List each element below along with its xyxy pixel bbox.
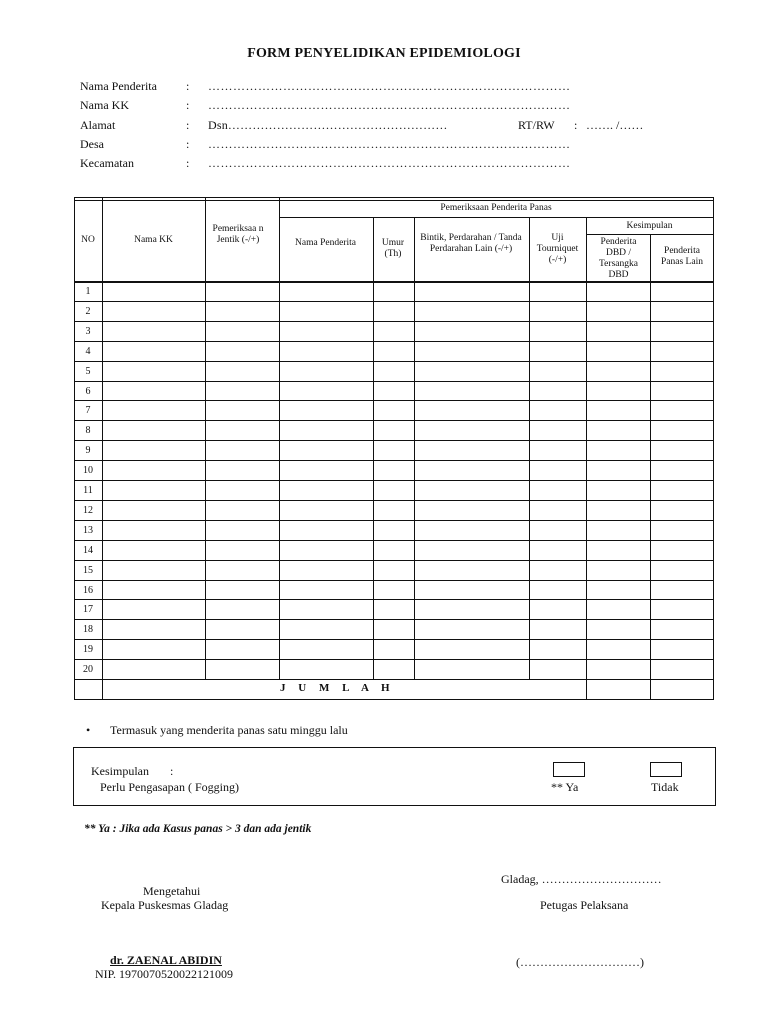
header-pemeriksaan-penderita-panas: Pemeriksaan Penderita Panas	[440, 203, 552, 213]
field-label-alamat: Alamat	[80, 118, 116, 132]
field-colon: :	[186, 156, 190, 170]
petugas-signature-line[interactable]: (…………………………)	[516, 955, 644, 969]
field-label-nama-penderita: Nama Penderita	[80, 79, 157, 93]
table-grid-line	[74, 560, 714, 561]
kepala-label: Kepala Puskesmas Gladag	[101, 898, 229, 912]
row-number: 4	[85, 345, 91, 357]
row-number: 8	[85, 425, 91, 437]
header-bintik: Bintik, Perdarahan / Tanda Perdarahan Lain (-/+)	[420, 233, 522, 254]
table-grid-line	[74, 281, 714, 283]
checkbox-tidak[interactable]	[650, 762, 682, 777]
rtrw-value[interactable]: ……. /……	[586, 118, 644, 132]
table-grid-line	[74, 540, 714, 541]
checkbox-ya[interactable]	[553, 762, 585, 777]
place-date[interactable]: Gladag, …………………………	[501, 872, 662, 886]
field-colon: :	[186, 79, 190, 93]
table-grid-line	[102, 197, 103, 700]
fogging-question: Perlu Pengasapan ( Fogging)	[100, 780, 239, 794]
table-grid-line	[74, 321, 714, 322]
rtrw-label: RT/RW	[518, 118, 555, 132]
header-no: NO	[81, 235, 95, 245]
kesimpulan-label: Kesimpulan	[91, 764, 149, 778]
table-grid-line	[74, 420, 714, 421]
table-grid-line	[74, 400, 714, 401]
header-kesimpulan: Kesimpulan	[626, 221, 673, 231]
mengetahui-label: Mengetahui	[143, 884, 201, 898]
bullet-note: Termasuk yang menderita panas satu minggu lalu	[110, 723, 348, 737]
ya-label: ** Ya	[551, 780, 579, 794]
field-value-nama-kk[interactable]: ……………………………………………………………………………	[208, 98, 571, 112]
table-grid-line	[74, 361, 714, 362]
table-grid-line	[74, 200, 714, 201]
field-label-kecamatan: Kecamatan	[80, 156, 134, 170]
row-number: 2	[85, 305, 91, 317]
row-number: 5	[85, 365, 91, 377]
row-number: 6	[85, 385, 91, 397]
row-number: 1	[85, 286, 91, 297]
header-pemeriksaan-jentik: Pemeriksaa n Jentik (-/+)	[212, 224, 264, 245]
petugas-label: Petugas Pelaksana	[540, 898, 629, 912]
field-value-nama-penderita[interactable]: ……………………………………………………………………………	[208, 79, 571, 93]
table-grid-line	[74, 520, 714, 521]
signer-nip: NIP. 197007052002212​1009	[95, 967, 234, 981]
field-label-nama-kk: Nama KK	[80, 98, 129, 112]
table-grid-line	[373, 217, 374, 679]
table-grid-line	[74, 460, 714, 461]
header-uji-tourniquet: Uji Tourniquet (-/+)	[536, 233, 579, 265]
field-colon: :	[186, 137, 190, 151]
table-grid-line	[74, 440, 714, 441]
row-number: 13	[83, 524, 93, 536]
kesimpulan-colon: :	[170, 764, 174, 778]
header-nama-penderita: Nama Penderita	[295, 238, 356, 248]
field-value-kecamatan[interactable]: ……………………………………………………………………………	[208, 156, 571, 170]
table-grid-line	[74, 580, 714, 581]
table-grid-line	[650, 679, 651, 700]
row-number: 16	[83, 584, 93, 596]
header-nama-kk: Nama KK	[134, 235, 173, 245]
table-grid-line	[74, 639, 714, 640]
signer-name: dr. ZAENAL ABIDIN	[110, 953, 222, 967]
form-title: FORM PENYELIDIKAN EPIDEMIOLOGI	[247, 46, 521, 61]
row-number: 19	[83, 644, 93, 656]
table-grid-line	[279, 197, 280, 679]
bullet-icon: •	[86, 723, 91, 737]
table-grid-line	[414, 217, 415, 679]
table-grid-line	[529, 217, 530, 679]
table-grid-line	[279, 217, 714, 218]
table-grid-line	[74, 480, 714, 481]
row-number: 10	[83, 465, 93, 477]
row-number: 18	[83, 624, 93, 636]
rtrw-colon: :	[574, 118, 578, 132]
table-grid-line	[586, 679, 587, 700]
table-grid-line	[74, 301, 714, 302]
tidak-label: Tidak	[651, 780, 679, 794]
table-grid-line	[74, 619, 714, 620]
header-penderita-dbd: Penderita DBD / Tersangka DBD	[599, 237, 638, 280]
header-penderita-panas-lain: Penderita Panas Lain	[661, 246, 703, 267]
row-number: 17	[83, 604, 93, 616]
field-value-alamat[interactable]: Dsn………………………………………………	[208, 118, 448, 132]
row-number: 20	[83, 664, 93, 676]
table-grid-line	[586, 217, 587, 679]
table-grid-line	[205, 197, 206, 679]
field-value-desa[interactable]: ……………………………………………………………………………	[208, 137, 571, 151]
table-grid-line	[650, 234, 651, 679]
row-number: 7	[85, 405, 91, 417]
row-number: 9	[85, 445, 91, 457]
field-colon: :	[186, 118, 190, 132]
table-grid-line	[74, 381, 714, 382]
table-grid-line	[74, 599, 714, 600]
footnote: ** Ya : Jika ada Kasus panas > 3 dan ada jentik	[84, 823, 312, 835]
field-colon: :	[186, 98, 190, 112]
row-number: 11	[83, 485, 93, 496]
field-label-desa: Desa	[80, 137, 104, 151]
table-grid-line	[74, 679, 714, 680]
row-number: 3	[85, 325, 91, 337]
total-label: J U M L A H	[280, 682, 395, 694]
row-number: 15	[83, 564, 93, 576]
table-grid-line	[74, 341, 714, 342]
table-grid-line	[74, 659, 714, 660]
header-umur: Umur (Th)	[381, 238, 405, 259]
row-number: 14	[83, 544, 93, 556]
table-grid-line	[74, 500, 714, 501]
row-number: 12	[83, 504, 93, 516]
